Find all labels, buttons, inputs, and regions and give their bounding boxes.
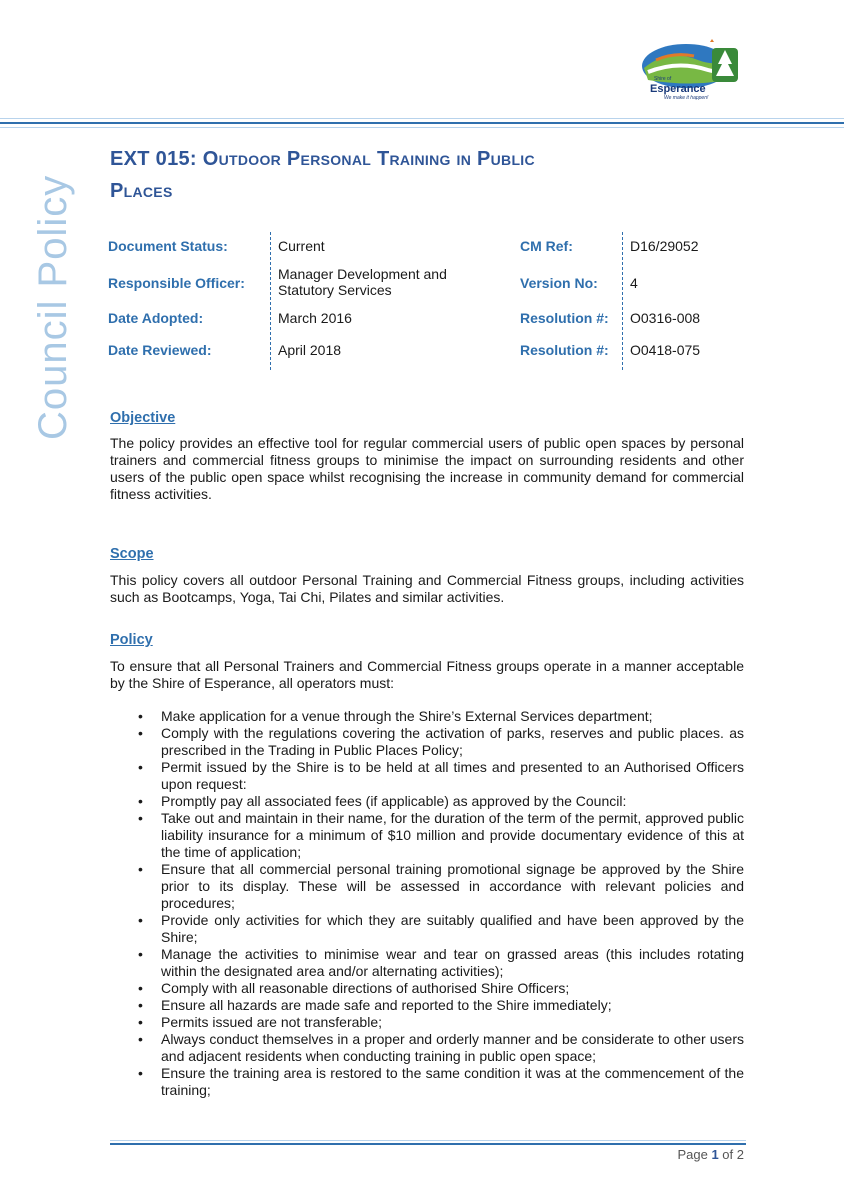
info-row <box>108 338 748 370</box>
document-status-label: Document Status: <box>108 238 228 254</box>
list-item: • Promptly pay all associated fees (if applicable) as approved by the Council: <box>138 793 627 809</box>
scope-text: This policy covers all outdoor Personal Training and Commercial Fitness groups, including activities such as Bootcamps, Yoga, Tai Chi, Pilates and similar activities. <box>110 572 744 605</box>
svg-text:Esperance: Esperance <box>650 83 706 95</box>
title-line: Places <box>110 180 173 202</box>
bullet: • <box>138 1014 143 1030</box>
cm-ref-label: CM Ref: <box>520 238 573 254</box>
date-reviewed-label: Date Reviewed: <box>108 342 212 358</box>
list-item: • Comply with all reasonable directions of authorised Shire Officers; <box>138 980 570 996</box>
list-item: • Ensure all hazards are made safe and reported to the Shire immediately; <box>138 997 612 1013</box>
version-label: Version No: <box>520 275 598 291</box>
bullet: • <box>138 861 143 877</box>
bullet: • <box>138 810 143 826</box>
header-rule <box>0 118 844 119</box>
bullet: • <box>138 912 143 928</box>
scope-heading: Scope <box>110 546 154 562</box>
bullet: • <box>138 759 143 775</box>
resolution-label: Resolution #: <box>520 310 609 326</box>
bullet: • <box>138 946 143 962</box>
version-value: 4 <box>630 275 638 291</box>
info-row <box>108 264 748 306</box>
page-title <box>110 143 750 207</box>
footer-rule <box>110 1143 746 1145</box>
svg-text:We make it happen!: We make it happen! <box>664 95 709 101</box>
side-title: Council Policy <box>31 174 75 440</box>
bullet: • <box>138 793 143 809</box>
header-rule <box>0 122 844 124</box>
list-item: • Comply with the regulations covering the activation of parks, reserves and public places. as prescribed in the Trading in Public Places Policy; <box>138 725 744 758</box>
list-item: • Permits issued are not transferable; <box>138 1014 382 1030</box>
date-reviewed-value: April 2018 <box>278 342 342 358</box>
date-adopted-label: Date Adopted: <box>108 310 204 326</box>
bullet: • <box>138 997 143 1013</box>
svg-text:Shire of: Shire of <box>654 76 672 82</box>
policy-requirements-list <box>130 708 744 1099</box>
shire-of-esperance-logo <box>638 38 746 102</box>
page-number: Page 1 of 2 <box>677 1147 744 1162</box>
info-row <box>108 232 748 264</box>
list-item: • Manage the activities to minimise wear and tear on grassed areas (this includes rotating within the designated area and/or alternating activities); <box>138 946 744 979</box>
list-item: • Ensure that all commercial personal training promotional signage be approved by the Shire prior to its display. These will be assessed in accordance with relevant policies and procedures; <box>138 861 744 911</box>
list-item: • Always conduct themselves in a proper and orderly manner and be considerate to other users and adjacent residents when conducting training in public open space; <box>138 1031 744 1064</box>
resolution-value: O0316-008 <box>630 310 701 326</box>
bullet: • <box>138 725 143 741</box>
list-item: • Make application for a venue through the Shire’s External Services department; <box>138 708 653 724</box>
document-status-value: Current <box>278 238 325 254</box>
list-item: • Provide only activities for which they are suitably qualified and have been approved by the Shire; <box>138 912 744 945</box>
info-row <box>108 306 748 338</box>
bullet: • <box>138 1031 143 1047</box>
responsible-officer-label: Responsible Officer: <box>108 275 245 291</box>
bullet: • <box>138 980 143 996</box>
header-rule <box>0 127 844 128</box>
resolution-value: O0418-075 <box>630 342 701 358</box>
bullet: • <box>138 708 143 724</box>
document-info-table <box>108 232 748 370</box>
responsible-officer-value: Manager Development and Statutory Services <box>278 266 447 298</box>
list-item: • Permit issued by the Shire is to be held at all times and presented to an Authorised Officers upon request: <box>138 759 744 792</box>
cm-ref-value: D16/29052 <box>630 238 699 254</box>
objective-text: The policy provides an effective tool for regular commercial users of public open spaces by personal trainers and commercial fitness groups to minimise the impact on surrounding residents and other users of the public open space whilst recognising the increase in community demand for commercial fitness activities. <box>110 435 744 502</box>
bullet: • <box>138 1065 143 1081</box>
title-line: EXT 015: Outdoor Personal Training in Public <box>110 148 535 170</box>
list-item: • Take out and maintain in their name, for the duration of the term of the permit, approved public liability insurance for a minimum of $10 million and provide documentary evidence of this at the time of application; <box>138 810 744 860</box>
resolution-label: Resolution #: <box>520 342 609 358</box>
list-item: • Ensure the training area is restored to the same condition it was at the commencement of the training; <box>138 1065 744 1098</box>
policy-heading: Policy <box>110 632 153 648</box>
objective-heading: Objective <box>110 410 176 426</box>
footer-rule <box>110 1140 746 1141</box>
date-adopted-value: March 2016 <box>278 310 352 326</box>
policy-intro: To ensure that all Personal Trainers and Commercial Fitness groups operate in a manner acceptable by the Shire of Esperance, all operators must: <box>110 658 744 691</box>
